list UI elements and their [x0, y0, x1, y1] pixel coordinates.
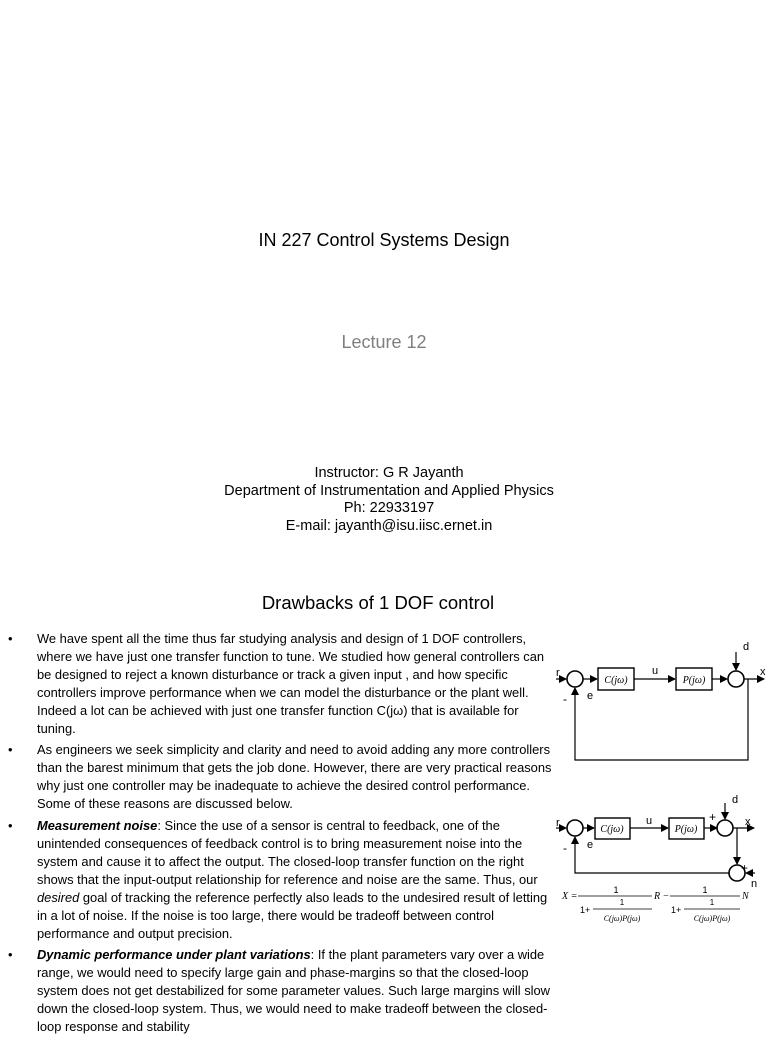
bullet-item: [8, 630, 556, 737]
bullet-text: As engineers we seek simplicity and clarity and need to avoid adding any more controllers than the barest minimum that gets the job done. However, there are very practical reasons why just one controller may be inadequate to achieve the desired control performance. Some of these reasons are discussed below.: [37, 742, 552, 812]
bullet-dot-icon: •: [8, 947, 13, 963]
department-name: Department of Instrumentation and Applied Physics: [224, 482, 554, 499]
summing-junction: [567, 671, 583, 687]
bullet-text-part: goal of tracking the reference perfectly also leads to the undesired result of letting in a lot of noise. If the noise is too large, there would be tradeoff between control performance and output precision.: [37, 889, 548, 941]
email-address: E-mail: jayanth@isu.iisc.ernet.in: [285, 517, 493, 534]
plant-label: P(jω): [674, 824, 698, 835]
eq-den-num-2: 1: [709, 898, 715, 907]
eq-x: X =: [562, 891, 578, 902]
eq-den-one-1: 1+: [580, 905, 591, 915]
eq-n: N: [742, 891, 749, 902]
label-minus: -: [563, 692, 567, 706]
bullet-dot-icon: •: [8, 818, 13, 834]
lecture-subtitle: Lecture 12: [341, 332, 427, 352]
label-n: n: [751, 878, 758, 890]
bullet-dot-icon: •: [8, 742, 13, 758]
block-diagram-2: [545, 788, 768, 928]
instructor-info: [0, 465, 768, 535]
eq-den-one-2: 1+: [671, 905, 682, 915]
feedback-path: [575, 679, 748, 760]
label-r: r: [556, 667, 560, 679]
summing-junction: [567, 820, 583, 836]
controller-label: C(jω): [604, 675, 628, 686]
bullet-emphasis: desired: [37, 889, 80, 905]
controller-label: C(jω): [600, 824, 624, 835]
eq-den-inner-1: C(jω)P(jω): [603, 914, 641, 923]
bullet-lead: Measurement noise: [37, 818, 158, 834]
label-d: d: [743, 641, 750, 653]
label-plus-n: +: [741, 861, 749, 875]
bullet-text-part: : Since the use of a sensor is central to feedback, one of the unintended consequences of feedback control is to bring measurement noise into the system and cause it to affect the output. The closed-loop transfer function on the right shows that the input-output relationship for reference and noise are the same. Thus, our: [37, 818, 538, 887]
closed-loop-equation: [561, 885, 750, 923]
bullet-lead: Dynamic performance under plant variations: [37, 947, 311, 963]
bullet-item: [8, 741, 556, 813]
phone-number: Ph: 22933197: [343, 500, 435, 516]
bullet-dot-icon: •: [8, 631, 13, 646]
plant-label: P(jω): [682, 675, 706, 686]
eq-den-num-1: 1: [619, 898, 625, 907]
disturbance-junction: [717, 820, 733, 836]
bullet-item: [8, 817, 556, 942]
block-diagram-1: [545, 635, 768, 770]
eq-num-2: 1: [702, 885, 708, 895]
label-x: x: [745, 816, 751, 828]
disturbance-junction: [728, 671, 744, 687]
page-title: IN 227 Control Systems Design: [258, 230, 510, 250]
bullet-text-part: : If the plant parameters vary over a wide range, we would need to specify large gain and phase-margins so that the closed-loop system does not get destabilized for some parameter values. Such large margins will slow down the closed-loop system. Thus, we would need to make tradeoff between the closed-loop response and stability: [37, 947, 550, 1035]
label-u: u: [646, 815, 653, 827]
slide-title: Drawbacks of 1 DOF control: [261, 592, 495, 613]
label-e: e: [587, 690, 594, 702]
label-x: x: [760, 666, 766, 678]
label-e: e: [587, 839, 594, 851]
label-u: u: [652, 665, 659, 677]
bullet-item: [8, 946, 556, 1036]
label-minus: -: [563, 841, 567, 855]
label-d: d: [732, 794, 739, 806]
eq-r: R −: [654, 891, 670, 902]
label-r: r: [556, 817, 560, 829]
feedback-path: [575, 837, 729, 873]
eq-num-1: 1: [613, 885, 619, 895]
label-plus-d: +: [709, 810, 717, 824]
bullet-list: [8, 630, 556, 1040]
bullet-text: [37, 817, 556, 942]
bullet-text: [37, 946, 556, 1036]
instructor-name: Instructor: G R Jayanth: [314, 465, 464, 481]
eq-den-inner-2: C(jω)P(jω): [693, 914, 731, 923]
bullet-text: We have spent all the time thus far studying analysis and design of 1 DOF controllers, where we have just one transfer function to tune. We studied how general controllers can be designed to reject a known disturbance or track a given input , and how specific controllers improve performance when we can model the disturbance or the plant well. Indeed a lot can be achieved with just one transfer function C(jω) that is available for tuning.: [37, 631, 545, 736]
